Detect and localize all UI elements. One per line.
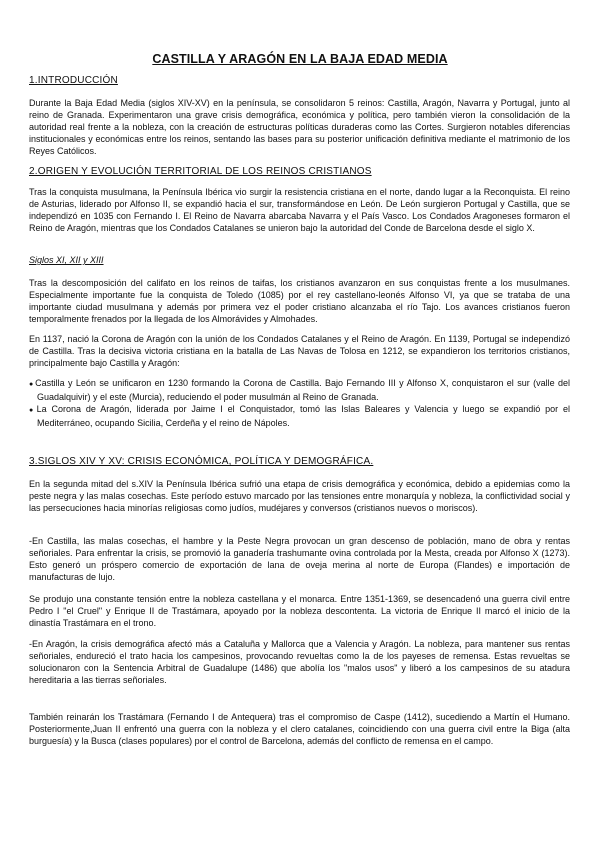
- list-item: ● Castilla y León se unificaron en 1230 formando la Corona de Castilla. Bajo Fernando III y Alfonso X, conquistaron el sur (valle del Guadalquivir) y el este (Murcia), reduciendo el poder musulmán al Reino de Granada.: [29, 377, 570, 403]
- section-2-subheading: Siglos XI, XII y XIII: [29, 255, 104, 265]
- section-2-heading: 2.ORIGEN Y EVOLUCIÓN TERRITORIAL DE LOS REINOS CRISTIANOS: [29, 166, 372, 177]
- section-2-bullet-list: [29, 377, 570, 429]
- section-3-paragraph-1: En la segunda mitad del s.XIV la Península Ibérica sufrió una etapa de crisis demográfica y económica, debido a epidemias como la peste negra y las malas cosechas. Este período estuvo marcado por las tensiones entre monarquía y nobleza, la conflictividad social y las persecuciones hacia minorías religiosas como judíos, mudéjares y conversos (cristianos nuevos o moriscos).: [29, 479, 570, 514]
- section-2-paragraph-2: Tras la descomposición del califato en los reinos de taifas, los cristianos avanzaron en sus conquistas frente a los musulmanes. Especialmente importante fue la conquista de Toledo (1085) por el rey castellano-leonés Alfonso VI, ya que se trataba de una importante ciudad musulmana y además por primera vez el poder cristiano alcanzaba el río Tajo. Los avances cristianos fueron temporalmente frenados por la llegada de los Almorávides y Almohades.: [29, 278, 570, 325]
- list-item: ● La Corona de Aragón, liderada por Jaime I el Conquistador, tomó las Islas Baleares y Valencia y luego se expandió por el Mediterráneo, ocupando Sicilia, Cerdeña y el reino de Nápoles.: [29, 403, 570, 429]
- section-1-paragraph: Durante la Baja Edad Media (siglos XIV-XV) en la península, se consolidaron 5 reinos: Castilla, Aragón, Navarra y Portugal, junto al reino de Granada. Experimentaron una grave crisis demográfica, económica y política, pero también vieron la consolidación de la autoridad real frente a la nobleza, con la creación de estructuras políticas duraderas como las Cortes. Surgieron notables diferencias institucionales y económicas entre los reinos, sentando las bases para su posterior unificación definitiva mediante el matrimonio de los Reyes Católicos.: [29, 98, 570, 157]
- section-3-paragraph-2: -En Castilla, las malas cosechas, el hambre y la Peste Negra provocan un gran descenso de población, mano de obra y rentas señoriales. Para enfrentar la crisis, se promovió la ganadería trashumante ovina controlada por la Mesta, creada por Alfonso X (1273). Esto generó un próspero comercio de exportación de lana de oveja merina al norte de Europa (Flandes) e importación de manufacturas de lujo.: [29, 536, 570, 583]
- section-3-paragraph-3: Se produjo una constante tensión entre la nobleza castellana y el monarca. Entre 1351-1369, se desencadenó una guerra civil entre Pedro I "el Cruel" y Enrique II de Trastámara, apoyado por la nobleza descontenta. La victoria de Enrique II marcó el inicio de la dinastía Trastámara en el trono.: [29, 594, 570, 629]
- section-2-paragraph-3: En 1137, nació la Corona de Aragón con la unión de los Condados Catalanes y el Reino de Aragón. En 1139, Portugal se independizó de Castilla. Tras la decisiva victoria cristiana en la batalla de Las Navas de Tolosa en 1212, se expandieron los territorios cristianos, principalmente bajo Castilla y Aragón:: [29, 334, 570, 369]
- section-3-heading: 3.SIGLOS XIV Y XV: CRISIS ECONÓMICA, POLÍTICA Y DEMOGRÁFICA.: [29, 456, 374, 467]
- section-3-paragraph-5: También reinarán los Trastámara (Fernando I de Antequera) tras el compromiso de Caspe (1412), sucediendo a Martín el Humano. Posteriormente,Juan II enfrentó una guerra con la nobleza y el clero catalanes, coincidiendo con una guerra civil entre la Biga (alta burguesía) y la Busca (clases populares) por el control de Barcelona, además del conflicto de remensa en el campo.: [29, 712, 570, 747]
- document-title: CASTILLA Y ARAGÓN EN LA BAJA EDAD MEDIA: [152, 52, 448, 66]
- section-1-heading: 1.INTRODUCCIÓN: [29, 75, 118, 86]
- section-3-paragraph-4: -En Aragón, la crisis demográfica afectó más a Cataluña y Mallorca que a Valencia y Aragón. La nobleza, para mantener sus rentas señoriales, endureció el trato hacia los campesinos, provocando revueltas como la de los payeses de remensa. Estas revueltas se solucionaron con la Sentencia Arbitral de Guadalupe (1486) que abolía los "malos usos" y liberó a los campesinos de su atadura hereditaria a las tierras señoriales.: [29, 639, 570, 686]
- section-2-paragraph-1: Tras la conquista musulmana, la Península Ibérica vio surgir la resistencia cristiana en el norte, dando lugar a la Reconquista. El reino de Asturias, liderado por Alfonso II, se expandió hacia el sur, transformándose en León. De León surgieron Portugal y Castilla, que se independizó en 1035 con Fernando I. El Reino de Navarra abarcaba Navarra y el País Vasco. Los Condados Aragoneses formaron el Reino de Aragón, mientras que los Condados Catalanes se unieron bajo la autoridad del Conde de Barcelona desde el siglo X.: [29, 187, 570, 234]
